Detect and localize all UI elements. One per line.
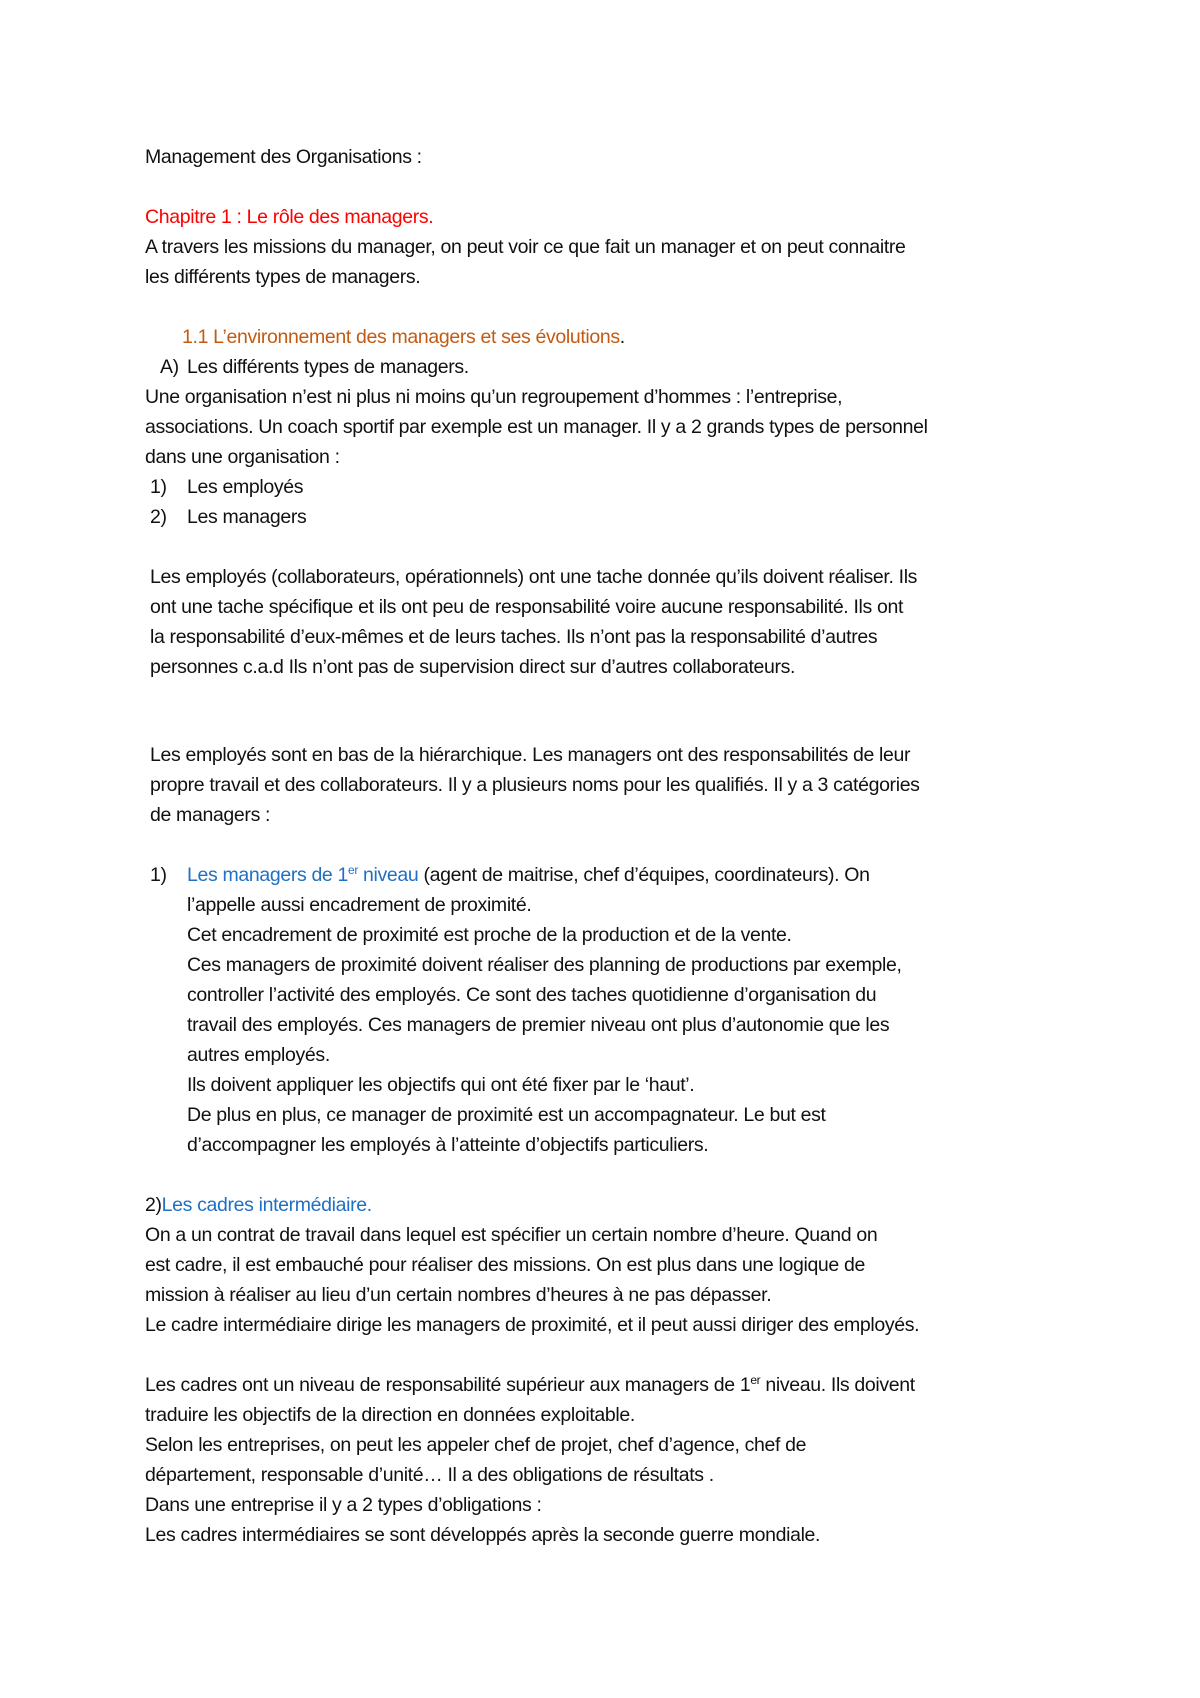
document-title: Management des Organisations : — [145, 146, 422, 168]
paragraph-line: Une organisation n’est ni plus ni moins qu’un regroupement d’hommes : l’entreprise, — [145, 386, 843, 408]
paragraph-line: On a un contrat de travail dans lequel est spécifier un certain nombre d’heure. Quand on — [145, 1224, 878, 1246]
list-item-line: Cet encadrement de proximité est proche de la production et de la vente. — [187, 924, 792, 946]
item1-label-sup: er — [348, 863, 358, 877]
list-item-line: travail des employés. Ces managers de premier niveau ont plus d’autonomie que les — [187, 1014, 890, 1036]
subsection-heading: Les différents types de managers. — [187, 356, 469, 378]
list-item-heading — [187, 863, 870, 887]
item1-label — [187, 864, 418, 886]
paragraph-line: traduire les objectifs de la direction en données exploitable. — [145, 1404, 635, 1426]
list-item-line: Ces managers de proximité doivent réaliser des planning de productions par exemple, — [187, 954, 902, 976]
paragraph-line: est cadre, il est embauché pour réaliser des missions. On est plus dans une logique de — [145, 1254, 865, 1276]
paragraph-line: ont une tache spécifique et ils ont peu de responsabilité voire aucune responsabilité. Ils ont — [150, 596, 904, 618]
subsection-marker: A) — [160, 356, 179, 378]
list-marker: 1) — [150, 864, 167, 886]
item1-label-pre: Les managers de 1 — [187, 864, 348, 886]
list-item-line: l’appelle aussi encadrement de proximité. — [187, 894, 532, 916]
paragraph-line: Selon les entreprises, on peut les appeler chef de projet, chef d’agence, chef de — [145, 1434, 807, 1456]
list-item-line: autres employés. — [187, 1044, 330, 1066]
chapter-heading: Chapitre 1 : Le rôle des managers. — [145, 206, 434, 228]
list-item-line: d’accompagner les employés à l’atteinte d’objectifs particuliers. — [187, 1134, 709, 1156]
paragraph-line: Le cadre intermédiaire dirige les managers de proximité, et il peut aussi diriger des employés. — [145, 1314, 920, 1336]
list-item-line: De plus en plus, ce manager de proximité est un accompagnateur. Le but est — [187, 1104, 826, 1126]
list-item: Les employés — [187, 476, 304, 498]
paragraph-line: dans une organisation : — [145, 446, 340, 468]
paragraph-line: département, responsable d’unité… Il a des obligations de résultats . — [145, 1464, 714, 1486]
paragraph-line: personnes c.a.d Ils n’ont pas de supervision direct sur d’autres collaborateurs. — [150, 656, 796, 678]
item2-marker: 2) — [145, 1194, 162, 1216]
item1-rest: (agent de maitrise, chef d’équipes, coordinateurs). On — [418, 864, 870, 886]
chapter-intro-line: les différents types de managers. — [145, 266, 421, 288]
paragraph-line: de managers : — [150, 804, 271, 826]
list-marker: 1) — [150, 476, 167, 498]
list-item-heading — [145, 1193, 372, 1217]
paragraph-line — [145, 1373, 915, 1397]
cadres-line1-post: niveau. Ils doivent — [760, 1374, 915, 1396]
cadres-line1-sup: er — [750, 1373, 761, 1387]
section-heading-text: 1.1 L’environnement des managers et ses évolutions — [182, 326, 620, 348]
list-item-line: controller l’activité des employés. Ce sont des taches quotidienne d’organisation du — [187, 984, 877, 1006]
list-marker: 2) — [150, 506, 167, 528]
chapter-intro-line: A travers les missions du manager, on peut voir ce que fait un manager et on peut connaitre — [145, 236, 906, 258]
paragraph-line: propre travail et des collaborateurs. Il y a plusieurs noms pour les qualifiés. Il y a 3 catégories — [150, 774, 920, 796]
paragraph-line: la responsabilité d’eux-mêmes et de leurs taches. Ils n’ont pas la responsabilité d’autres — [150, 626, 878, 648]
cadres-line1-pre: Les cadres ont un niveau de responsabilité supérieur aux managers de 1 — [145, 1374, 751, 1396]
section-heading-period: . — [619, 326, 625, 348]
paragraph-line: Les cadres intermédiaires se sont développés après la seconde guerre mondiale. — [145, 1524, 821, 1546]
section-heading — [182, 325, 625, 349]
paragraph-line: Dans une entreprise il y a 2 types d’obligations : — [145, 1494, 542, 1516]
paragraph-line: associations. Un coach sportif par exemple est un manager. Il y a 2 grands types de personnel — [145, 416, 928, 438]
paragraph-line: mission à réaliser au lieu d’un certain nombres d’heures à ne pas dépasser. — [145, 1284, 772, 1306]
item1-label-post: niveau — [357, 864, 419, 886]
paragraph-line: Les employés (collaborateurs, opérationnels) ont une tache donnée qu’ils doivent réaliser. Ils — [150, 566, 918, 588]
list-item-line: Ils doivent appliquer les objectifs qui ont été fixer par le ‘haut’. — [187, 1074, 695, 1096]
item2-label: Les cadres intermédiaire. — [161, 1194, 372, 1216]
paragraph-line: Les employés sont en bas de la hiérarchique. Les managers ont des responsabilités de leur — [150, 744, 911, 766]
list-item: Les managers — [187, 506, 307, 528]
